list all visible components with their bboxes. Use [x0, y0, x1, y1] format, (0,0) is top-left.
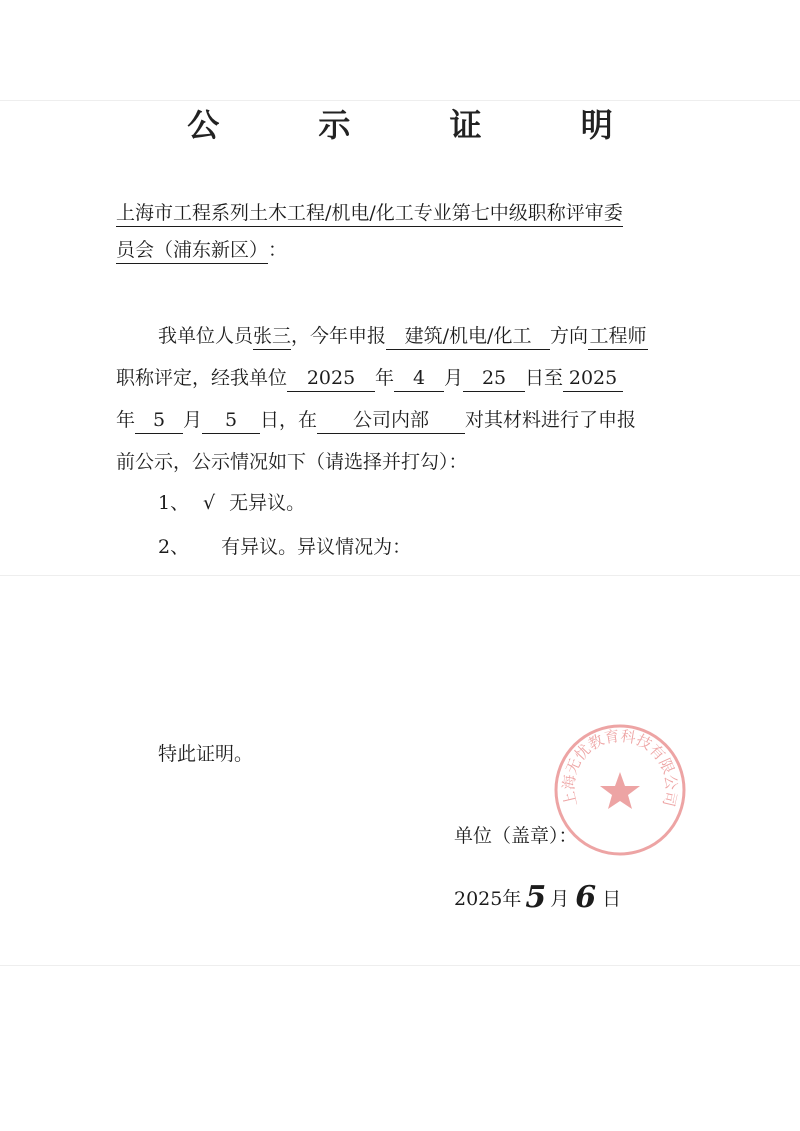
start-month: 4: [394, 366, 444, 392]
signature-date: [454, 880, 622, 915]
text: 月: [444, 367, 464, 389]
end-month: 5: [135, 408, 183, 434]
applicant-name: 张三: [253, 324, 291, 350]
publicity-location: 公司内部: [317, 408, 465, 434]
addressee-text: 员会（浦东新区）: [116, 238, 268, 264]
text: 我单位人员: [158, 325, 254, 347]
option-text: 有异议。异议情况为：: [221, 536, 412, 558]
scan-line: [0, 575, 800, 576]
start-day: 25: [463, 366, 525, 392]
title-level: 工程师: [588, 324, 648, 350]
start-year: 2025: [287, 366, 375, 392]
text: 日，在: [260, 409, 318, 431]
application-direction: 建筑/机电/化工: [386, 324, 550, 350]
body-line-2: [116, 366, 623, 392]
option-objection: [158, 535, 411, 559]
option-number: 1、: [158, 492, 190, 514]
end-day: 5: [202, 408, 260, 434]
option-no-objection: [158, 491, 305, 515]
body-line-1: [158, 324, 648, 350]
checkmark-icon: √: [203, 492, 216, 514]
seal-text: 上海无忧教育科技有限公司: [559, 726, 681, 809]
addressee-text: 上海市工程系列土木工程/机电/化工专业第七中级职称评审委: [116, 201, 623, 227]
handwritten-day: 6: [575, 880, 597, 915]
body-line-4: 前公示，公示情况如下（请选择并打勾）：: [116, 451, 468, 473]
text: 日至: [525, 367, 564, 389]
date-year: 2025: [454, 888, 503, 910]
addressee-line-1: [116, 201, 623, 227]
option-number: 2、: [158, 536, 190, 558]
addressee-line-2: [116, 238, 287, 264]
addressee-colon: ：: [268, 239, 288, 261]
text: 月: [550, 888, 570, 910]
end-year: 2025: [563, 366, 623, 392]
text: 年: [116, 409, 136, 431]
closing-text: 特此证明。: [158, 743, 254, 765]
text: 月: [183, 409, 203, 431]
page-title: 公 示 证 明: [187, 106, 657, 144]
text: 年: [375, 367, 395, 389]
body-line-3: [116, 408, 636, 434]
unit-seal-label: 单位（盖章）：: [454, 825, 578, 847]
handwritten-month: 5: [525, 880, 547, 915]
text: 对其材料进行了申报: [465, 409, 637, 431]
star-icon: [600, 772, 640, 809]
text: 职称评定，经我单位: [116, 367, 288, 389]
text: 日: [602, 888, 622, 910]
text: 年: [502, 888, 522, 910]
option-text: 无异议。: [229, 492, 306, 514]
scan-line: [0, 965, 800, 966]
text: 方向: [550, 325, 589, 347]
text: ，今年申报: [291, 325, 387, 347]
